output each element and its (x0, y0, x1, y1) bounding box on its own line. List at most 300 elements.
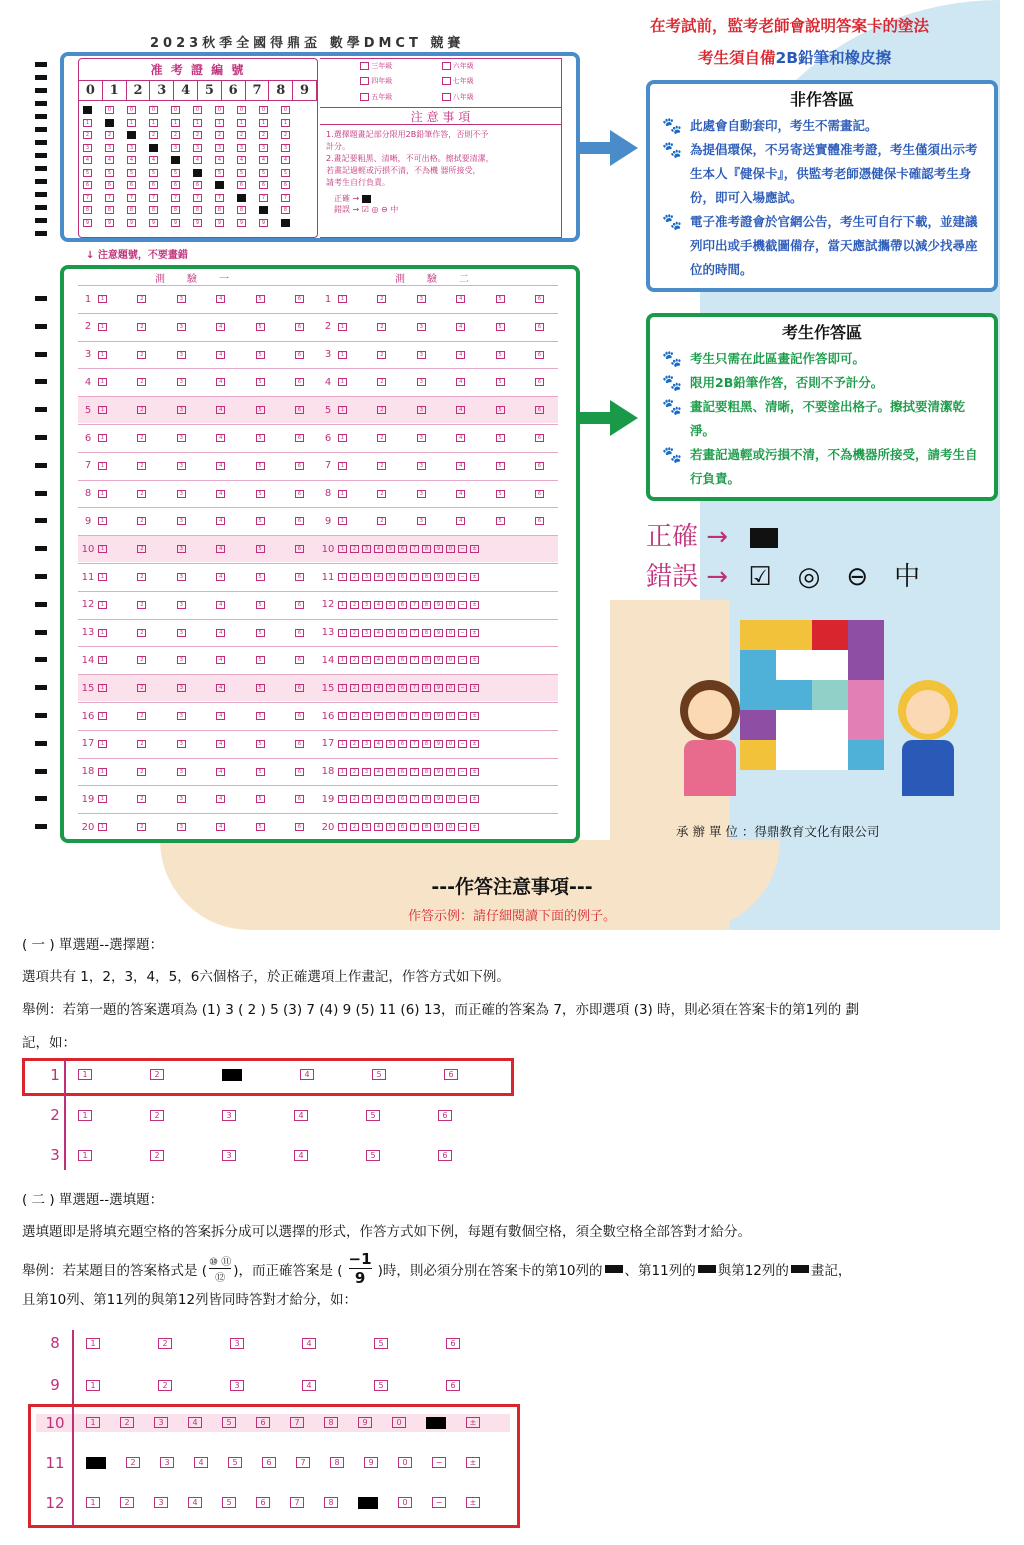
fill-bubble[interactable]: ± (470, 823, 479, 831)
fill-bubble[interactable]: 5 (386, 684, 395, 692)
id-bubble[interactable] (237, 194, 246, 202)
answer-bubble[interactable]: 6 (535, 406, 544, 414)
answer-bubble[interactable]: 2 (137, 517, 146, 525)
id-bubble[interactable]: 1 (193, 119, 202, 127)
answer-bubble[interactable]: 4 (216, 295, 225, 303)
fill-bubble[interactable]: 6 (398, 684, 407, 692)
id-bubble[interactable]: 3 (83, 144, 92, 152)
fill-bubble[interactable]: 4 (374, 823, 383, 831)
answer-bubble[interactable]: 6 (535, 378, 544, 386)
answer-bubble[interactable]: 4 (216, 656, 225, 664)
answer-bubble[interactable]: 4 (216, 823, 225, 831)
answer-bubble[interactable]: 3 (417, 295, 426, 303)
answer-bubble[interactable]: 1 (98, 378, 107, 386)
id-bubble[interactable]: 1 (171, 119, 180, 127)
fill-bubble[interactable]: 4 (374, 545, 383, 553)
answer-bubble[interactable]: 1 (98, 434, 107, 442)
fill-bubble[interactable]: 7 (410, 545, 419, 553)
answer-bubble[interactable]: 1 (98, 573, 107, 581)
answer-bubble[interactable]: 2 (137, 601, 146, 609)
answer-bubble[interactable]: 5 (256, 462, 265, 470)
id-bubble[interactable]: 2 (171, 131, 180, 139)
answer-bubble[interactable]: 2 (137, 823, 146, 831)
id-bubble[interactable]: 9 (259, 219, 268, 227)
fill-bubble[interactable]: 2 (350, 740, 359, 748)
id-bubble[interactable]: 6 (149, 181, 158, 189)
answer-bubble[interactable]: 5 (256, 406, 265, 414)
fill-bubble[interactable]: 3 (362, 768, 371, 776)
fill-bubble[interactable]: 9 (434, 795, 443, 803)
id-bubble[interactable]: 4 (127, 156, 136, 164)
answer-bubble[interactable]: 3 (417, 462, 426, 470)
id-bubble[interactable]: 0 (171, 106, 180, 114)
answer-bubble[interactable]: 3 (177, 490, 186, 498)
answer-bubble[interactable]: 3 (177, 823, 186, 831)
answer-bubble[interactable]: 5 (256, 434, 265, 442)
id-bubble[interactable]: 4 (281, 156, 290, 164)
id-bubble[interactable]: 2 (281, 131, 290, 139)
answer-bubble[interactable]: 4 (216, 712, 225, 720)
id-bubble[interactable]: 6 (171, 181, 180, 189)
answer-bubble[interactable]: 2 (137, 712, 146, 720)
answer-bubble[interactable]: 6 (295, 378, 304, 386)
id-bubble[interactable]: 8 (149, 206, 158, 214)
answer-bubble[interactable]: 5 (256, 712, 265, 720)
answer-bubble[interactable]: 4 (456, 406, 465, 414)
answer-bubble[interactable]: 5 (496, 434, 505, 442)
id-bubble[interactable]: 1 (259, 119, 268, 127)
answer-bubble[interactable]: 4 (216, 629, 225, 637)
answer-bubble[interactable]: 5 (256, 545, 265, 553)
id-bubble[interactable] (259, 206, 268, 214)
answer-bubble[interactable]: 5 (496, 351, 505, 359)
id-bubble[interactable]: 0 (127, 106, 136, 114)
answer-bubble[interactable]: 5 (256, 378, 265, 386)
grade-option[interactable]: 六年級 (442, 61, 522, 74)
answer-bubble[interactable]: 5 (496, 462, 505, 470)
answer-bubble[interactable]: 1 (98, 295, 107, 303)
answer-bubble[interactable]: 4 (216, 517, 225, 525)
fill-bubble[interactable]: 5 (386, 740, 395, 748)
answer-bubble[interactable]: 3 (177, 684, 186, 692)
answer-bubble[interactable]: 3 (177, 378, 186, 386)
answer-bubble[interactable]: 6 (535, 351, 544, 359)
fill-bubble[interactable]: 1 (338, 768, 347, 776)
answer-bubble[interactable]: 4 (216, 768, 225, 776)
fill-bubble[interactable]: ± (470, 768, 479, 776)
fill-bubble[interactable]: 4 (374, 573, 383, 581)
answer-bubble[interactable]: 4 (216, 378, 225, 386)
fill-bubble[interactable]: 6 (398, 629, 407, 637)
answer-bubble[interactable]: 2 (137, 462, 146, 470)
id-bubble[interactable]: 0 (259, 106, 268, 114)
fill-bubble[interactable]: 5 (386, 573, 395, 581)
id-bubble[interactable]: 3 (237, 144, 246, 152)
answer-bubble[interactable]: 2 (377, 406, 386, 414)
id-bubble[interactable]: 3 (193, 144, 202, 152)
id-bubble[interactable]: 8 (215, 206, 224, 214)
answer-bubble[interactable]: 4 (456, 378, 465, 386)
id-bubble[interactable]: 3 (171, 144, 180, 152)
answer-bubble[interactable]: 1 (338, 406, 347, 414)
answer-bubble[interactable]: 3 (417, 323, 426, 331)
answer-bubble[interactable]: 3 (177, 573, 186, 581)
fill-bubble[interactable]: 6 (398, 601, 407, 609)
fill-bubble[interactable]: − (458, 795, 467, 803)
answer-bubble[interactable]: 3 (417, 517, 426, 525)
answer-bubble[interactable]: 2 (377, 490, 386, 498)
fill-bubble[interactable]: 8 (422, 656, 431, 664)
answer-bubble[interactable]: 6 (295, 351, 304, 359)
answer-bubble[interactable]: 1 (98, 462, 107, 470)
fill-bubble[interactable]: 5 (386, 601, 395, 609)
answer-bubble[interactable]: 1 (338, 378, 347, 386)
answer-bubble[interactable]: 3 (177, 351, 186, 359)
fill-bubble[interactable]: 3 (362, 656, 371, 664)
fill-bubble[interactable]: 3 (362, 573, 371, 581)
id-bubble[interactable]: 5 (237, 169, 246, 177)
answer-bubble[interactable]: 1 (338, 462, 347, 470)
id-bubble[interactable]: 7 (149, 194, 158, 202)
fill-bubble[interactable]: 5 (386, 795, 395, 803)
answer-bubble[interactable]: 2 (377, 434, 386, 442)
id-bubble[interactable]: 3 (127, 144, 136, 152)
fill-bubble[interactable]: 8 (422, 545, 431, 553)
fill-bubble[interactable]: 5 (386, 768, 395, 776)
fill-bubble[interactable]: 3 (362, 684, 371, 692)
id-bubble[interactable]: 0 (193, 106, 202, 114)
answer-bubble[interactable]: 6 (295, 545, 304, 553)
fill-bubble[interactable]: 6 (398, 768, 407, 776)
fill-bubble[interactable]: 6 (398, 712, 407, 720)
id-bubble[interactable]: 2 (149, 131, 158, 139)
answer-bubble[interactable]: 1 (98, 823, 107, 831)
id-bubble[interactable]: 8 (127, 206, 136, 214)
fill-bubble[interactable]: 3 (362, 601, 371, 609)
fill-bubble[interactable]: 4 (374, 629, 383, 637)
fill-bubble[interactable]: 7 (410, 823, 419, 831)
answer-bubble[interactable]: 4 (216, 795, 225, 803)
fill-bubble[interactable]: 7 (410, 740, 419, 748)
answer-bubble[interactable]: 4 (216, 601, 225, 609)
answer-bubble[interactable]: 3 (417, 434, 426, 442)
fill-bubble[interactable]: − (458, 573, 467, 581)
fill-bubble[interactable]: 8 (422, 629, 431, 637)
id-bubble[interactable]: 4 (215, 156, 224, 164)
answer-bubble[interactable]: 4 (216, 490, 225, 498)
id-bubble[interactable]: 7 (127, 194, 136, 202)
id-bubble[interactable]: 9 (127, 219, 136, 227)
fill-bubble[interactable]: 1 (338, 545, 347, 553)
answer-bubble[interactable]: 1 (98, 406, 107, 414)
answer-bubble[interactable]: 3 (177, 545, 186, 553)
fill-bubble[interactable]: − (458, 823, 467, 831)
answer-bubble[interactable]: 2 (377, 295, 386, 303)
fill-bubble[interactable]: 7 (410, 601, 419, 609)
fill-bubble[interactable]: 2 (350, 629, 359, 637)
answer-bubble[interactable]: 3 (177, 406, 186, 414)
answer-bubble[interactable]: 2 (137, 573, 146, 581)
id-bubble[interactable]: 6 (193, 181, 202, 189)
id-bubble[interactable]: 1 (127, 119, 136, 127)
fill-bubble[interactable]: 1 (338, 795, 347, 803)
id-bubble[interactable]: 7 (171, 194, 180, 202)
id-bubble[interactable]: 1 (281, 119, 290, 127)
answer-bubble[interactable]: 1 (98, 768, 107, 776)
fill-bubble[interactable]: 4 (374, 684, 383, 692)
fill-bubble[interactable]: 5 (386, 656, 395, 664)
id-bubble[interactable]: 8 (171, 206, 180, 214)
answer-bubble[interactable]: 4 (216, 573, 225, 581)
answer-bubble[interactable]: 2 (137, 795, 146, 803)
id-bubble[interactable]: 9 (215, 219, 224, 227)
fill-bubble[interactable]: − (458, 712, 467, 720)
answer-bubble[interactable]: 6 (295, 517, 304, 525)
answer-bubble[interactable]: 2 (377, 351, 386, 359)
answer-bubble[interactable]: 6 (295, 712, 304, 720)
answer-bubble[interactable]: 3 (417, 378, 426, 386)
answer-bubble[interactable]: 3 (177, 656, 186, 664)
answer-bubble[interactable]: 6 (535, 517, 544, 525)
answer-bubble[interactable]: 5 (496, 517, 505, 525)
id-bubble[interactable]: 6 (83, 181, 92, 189)
fill-bubble[interactable]: 1 (338, 712, 347, 720)
id-bubble[interactable]: 5 (215, 169, 224, 177)
answer-bubble[interactable]: 6 (295, 462, 304, 470)
answer-bubble[interactable]: 6 (295, 434, 304, 442)
grade-option[interactable]: 八年級 (442, 92, 522, 105)
fill-bubble[interactable]: 9 (434, 629, 443, 637)
answer-bubble[interactable]: 3 (177, 601, 186, 609)
fill-bubble[interactable]: 2 (350, 712, 359, 720)
answer-bubble[interactable]: 3 (417, 490, 426, 498)
fill-bubble[interactable]: − (458, 629, 467, 637)
answer-bubble[interactable]: 4 (216, 351, 225, 359)
answer-bubble[interactable]: 4 (456, 462, 465, 470)
id-bubble[interactable]: 2 (259, 131, 268, 139)
answer-bubble[interactable]: 3 (177, 740, 186, 748)
fill-bubble[interactable]: 0 (446, 656, 455, 664)
id-bubble[interactable]: 0 (105, 106, 114, 114)
id-bubble[interactable] (193, 169, 202, 177)
id-bubble[interactable]: 5 (171, 169, 180, 177)
answer-bubble[interactable]: 3 (177, 295, 186, 303)
id-bubble[interactable]: 5 (127, 169, 136, 177)
id-bubble[interactable]: 9 (193, 219, 202, 227)
answer-bubble[interactable]: 5 (496, 406, 505, 414)
fill-bubble[interactable]: 9 (434, 656, 443, 664)
fill-bubble[interactable]: − (458, 601, 467, 609)
fill-bubble[interactable]: 5 (386, 823, 395, 831)
answer-bubble[interactable]: 3 (177, 434, 186, 442)
fill-bubble[interactable]: 1 (338, 823, 347, 831)
id-bubble[interactable]: 9 (149, 219, 158, 227)
answer-bubble[interactable]: 2 (137, 323, 146, 331)
fill-bubble[interactable]: 1 (338, 684, 347, 692)
fill-bubble[interactable]: 6 (398, 656, 407, 664)
id-bubble[interactable]: 2 (193, 131, 202, 139)
id-bubble[interactable]: 7 (83, 194, 92, 202)
fill-bubble[interactable]: ± (470, 795, 479, 803)
fill-bubble[interactable]: − (458, 684, 467, 692)
answer-bubble[interactable]: 5 (256, 517, 265, 525)
fill-bubble[interactable]: 0 (446, 629, 455, 637)
grade-option[interactable]: 七年級 (442, 76, 522, 89)
fill-bubble[interactable]: 0 (446, 545, 455, 553)
answer-bubble[interactable]: 2 (137, 740, 146, 748)
fill-bubble[interactable]: 2 (350, 684, 359, 692)
answer-bubble[interactable]: 5 (496, 490, 505, 498)
answer-bubble[interactable]: 1 (98, 323, 107, 331)
fill-bubble[interactable]: ± (470, 740, 479, 748)
fill-bubble[interactable]: 9 (434, 601, 443, 609)
answer-bubble[interactable]: 4 (216, 462, 225, 470)
fill-bubble[interactable]: 9 (434, 545, 443, 553)
id-bubble[interactable]: 1 (237, 119, 246, 127)
fill-bubble[interactable]: 0 (446, 823, 455, 831)
grade-option[interactable]: 三年級 (360, 61, 440, 74)
fill-bubble[interactable]: 4 (374, 712, 383, 720)
fill-bubble[interactable]: 9 (434, 684, 443, 692)
id-bubble[interactable]: 6 (105, 181, 114, 189)
id-bubble[interactable]: 3 (105, 144, 114, 152)
answer-bubble[interactable]: 2 (137, 768, 146, 776)
fill-bubble[interactable]: 0 (446, 573, 455, 581)
answer-bubble[interactable]: 4 (456, 323, 465, 331)
fill-bubble[interactable]: 4 (374, 740, 383, 748)
fill-bubble[interactable]: 6 (398, 740, 407, 748)
id-bubble[interactable] (149, 144, 158, 152)
fill-bubble[interactable]: 8 (422, 573, 431, 581)
fill-bubble[interactable]: ± (470, 684, 479, 692)
fill-bubble[interactable]: 3 (362, 629, 371, 637)
fill-bubble[interactable]: 4 (374, 656, 383, 664)
id-bubble[interactable]: 0 (149, 106, 158, 114)
fill-bubble[interactable]: ± (470, 629, 479, 637)
answer-bubble[interactable]: 4 (216, 406, 225, 414)
id-bubble[interactable]: 5 (83, 169, 92, 177)
fill-bubble[interactable]: 0 (446, 684, 455, 692)
answer-bubble[interactable]: 2 (137, 434, 146, 442)
answer-bubble[interactable]: 1 (98, 712, 107, 720)
answer-bubble[interactable]: 5 (256, 490, 265, 498)
fill-bubble[interactable]: ± (470, 601, 479, 609)
id-bubble[interactable]: 6 (237, 181, 246, 189)
answer-bubble[interactable]: 1 (338, 323, 347, 331)
answer-bubble[interactable]: 5 (256, 629, 265, 637)
fill-bubble[interactable]: 1 (338, 656, 347, 664)
fill-bubble[interactable]: 6 (398, 823, 407, 831)
id-bubble[interactable]: 8 (105, 206, 114, 214)
fill-bubble[interactable]: 7 (410, 712, 419, 720)
fill-bubble[interactable]: 2 (350, 545, 359, 553)
fill-bubble[interactable]: 1 (338, 573, 347, 581)
id-bubble[interactable]: 8 (83, 206, 92, 214)
answer-bubble[interactable]: 6 (295, 323, 304, 331)
answer-bubble[interactable]: 3 (177, 517, 186, 525)
fill-bubble[interactable]: 1 (338, 629, 347, 637)
answer-bubble[interactable]: 2 (137, 629, 146, 637)
id-bubble[interactable]: 5 (105, 169, 114, 177)
fill-bubble[interactable]: 0 (446, 712, 455, 720)
fill-bubble[interactable]: 8 (422, 601, 431, 609)
answer-bubble[interactable]: 6 (295, 740, 304, 748)
id-bubble[interactable]: 3 (259, 144, 268, 152)
fill-bubble[interactable]: 6 (398, 573, 407, 581)
answer-bubble[interactable]: 6 (535, 295, 544, 303)
answer-bubble[interactable]: 1 (98, 629, 107, 637)
id-bubble[interactable]: 4 (193, 156, 202, 164)
fill-bubble[interactable]: 5 (386, 545, 395, 553)
answer-bubble[interactable]: 4 (216, 740, 225, 748)
fill-bubble[interactable]: 6 (398, 795, 407, 803)
fill-bubble[interactable]: 2 (350, 795, 359, 803)
answer-bubble[interactable]: 5 (256, 323, 265, 331)
answer-bubble[interactable]: 1 (98, 490, 107, 498)
id-bubble[interactable]: 8 (281, 206, 290, 214)
fill-bubble[interactable]: 8 (422, 823, 431, 831)
fill-bubble[interactable]: 7 (410, 684, 419, 692)
answer-bubble[interactable]: 1 (338, 295, 347, 303)
answer-bubble[interactable]: 5 (256, 768, 265, 776)
fill-bubble[interactable]: 4 (374, 795, 383, 803)
answer-bubble[interactable]: 2 (377, 323, 386, 331)
answer-bubble[interactable]: 3 (177, 712, 186, 720)
grade-option[interactable]: 四年級 (360, 76, 440, 89)
id-bubble[interactable]: 7 (259, 194, 268, 202)
answer-bubble[interactable]: 5 (256, 573, 265, 581)
id-bubble[interactable]: 1 (149, 119, 158, 127)
fill-bubble[interactable]: 7 (410, 768, 419, 776)
answer-bubble[interactable]: 1 (98, 601, 107, 609)
fill-bubble[interactable]: ± (470, 656, 479, 664)
fill-bubble[interactable]: 2 (350, 573, 359, 581)
id-bubble[interactable]: 5 (149, 169, 158, 177)
answer-bubble[interactable]: 2 (137, 684, 146, 692)
fill-bubble[interactable]: 8 (422, 684, 431, 692)
answer-bubble[interactable]: 4 (216, 323, 225, 331)
grade-option[interactable]: 五年級 (360, 92, 440, 105)
id-bubble[interactable]: 0 (281, 106, 290, 114)
id-bubble[interactable]: 9 (171, 219, 180, 227)
answer-bubble[interactable]: 2 (377, 517, 386, 525)
answer-bubble[interactable]: 1 (98, 545, 107, 553)
id-bubble[interactable] (127, 131, 136, 139)
id-bubble[interactable]: 9 (237, 219, 246, 227)
id-bubble[interactable]: 6 (127, 181, 136, 189)
id-bubble[interactable]: 3 (281, 144, 290, 152)
id-bubble[interactable]: 9 (105, 219, 114, 227)
id-bubble[interactable]: 7 (105, 194, 114, 202)
answer-bubble[interactable]: 2 (137, 545, 146, 553)
id-bubble[interactable] (281, 219, 290, 227)
fill-bubble[interactable]: 2 (350, 656, 359, 664)
id-bubble[interactable]: 6 (259, 181, 268, 189)
answer-bubble[interactable]: 5 (256, 601, 265, 609)
answer-bubble[interactable]: 6 (295, 768, 304, 776)
fill-bubble[interactable]: 7 (410, 573, 419, 581)
fill-bubble[interactable]: 7 (410, 629, 419, 637)
answer-bubble[interactable]: 1 (98, 351, 107, 359)
answer-bubble[interactable]: 6 (295, 601, 304, 609)
answer-bubble[interactable]: 4 (456, 490, 465, 498)
fill-bubble[interactable]: 3 (362, 712, 371, 720)
fill-bubble[interactable]: 3 (362, 740, 371, 748)
id-bubble[interactable]: 7 (281, 194, 290, 202)
fill-bubble[interactable]: 5 (386, 629, 395, 637)
id-bubble[interactable]: 4 (83, 156, 92, 164)
id-bubble[interactable]: 1 (83, 119, 92, 127)
